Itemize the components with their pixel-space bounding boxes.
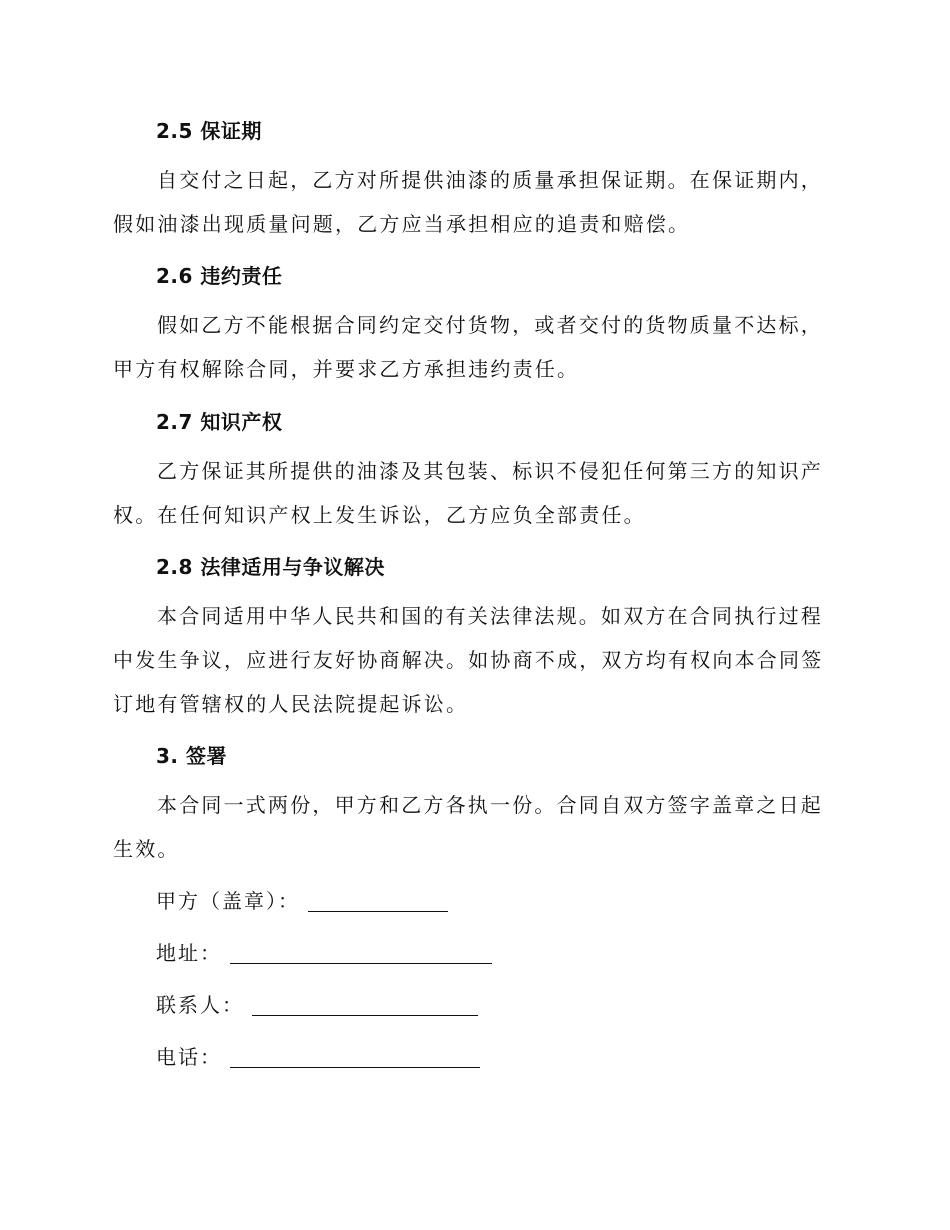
section-body-2-8: 本合同适用中华人民共和国的有关法律法规。如双方在合同执行过程中发生争议，应进行友好协商解决。如协商不成，双方均有权向本合同签订地有管辖权的人民法院提起诉讼。 — [113, 604, 824, 716]
contact-label: 联系人： — [156, 993, 244, 1017]
phone-line[interactable] — [230, 1045, 480, 1068]
section-body-3: 本合同一式两份，甲方和乙方各执一份。合同自双方签字盖章之日起生效。 — [113, 793, 823, 861]
section-body-2-5: 自交付之日起，乙方对所提供油漆的质量承担保证期。在保证期内，假如油漆出现质量问题，乙方应当承担相应的追责和赔偿。 — [113, 168, 823, 236]
section-heading-2-7: 2.7 知识产权 — [156, 410, 283, 434]
section-body-2-7: 乙方保证其所提供的油漆及其包装、标识不侵犯任何第三方的知识产权。在任何知识产权上发生诉讼，乙方应负全部责任。 — [113, 459, 823, 527]
section-body-2-6: 假如乙方不能根据合同约定交付货物，或者交付的货物质量不达标，甲方有权解除合同，并要求乙方承担违约责任。 — [113, 313, 823, 381]
phone-label: 电话： — [156, 1045, 222, 1069]
section-heading-2-5: 2.5 保证期 — [156, 119, 262, 143]
party-a-signature-line[interactable] — [308, 889, 448, 912]
section-heading-2-6: 2.6 违约责任 — [156, 264, 283, 288]
address-label: 地址： — [156, 941, 222, 965]
signature-phone — [156, 1041, 480, 1070]
section-heading-2-8: 2.8 法律适用与争议解决 — [156, 555, 385, 579]
signature-party-a — [156, 885, 448, 914]
party-a-label: 甲方（盖章）： — [156, 889, 300, 913]
address-line[interactable] — [230, 941, 492, 964]
signature-contact — [156, 989, 478, 1018]
section-heading-3: 3. 签署 — [156, 744, 227, 768]
signature-address — [156, 937, 492, 966]
contact-line[interactable] — [252, 993, 478, 1016]
